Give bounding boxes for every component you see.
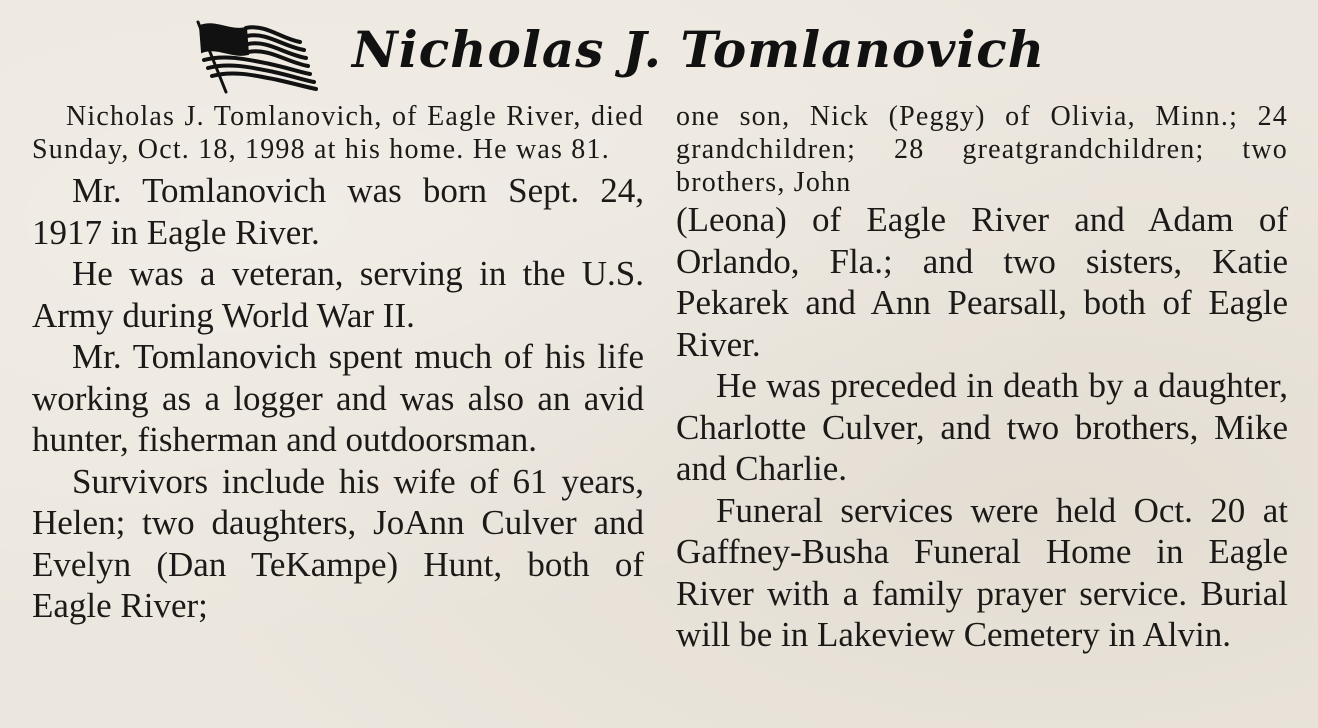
obituary-paragraph: Funeral services were held Oct. 20 at Gaffney-Busha Funeral Home in Eagle River with a family prayer service. Burial will be in Lakeview Cemetery in Alvin. <box>676 490 1288 654</box>
obituary-title: Nicholas J. Tomlanovich <box>352 20 1046 79</box>
obituary-left-column <box>32 100 644 627</box>
obituary-paragraph: Mr. Tomlanovich was born Sept. 24, 1917 in Eagle River. <box>32 171 644 252</box>
obituary-paragraph: He was preceded in death by a daughter, Charlotte Culver, and two brothers, Mike and Charlie. <box>676 366 1288 488</box>
obituary-paragraph: one son, Nick (Peggy) of Olivia, Minn.; 24 grandchildren; 28 greatgrandchildren; two brothers, John <box>676 101 1288 198</box>
obituary-paragraph: Nicholas J. Tomlanovich, of Eagle River, died Sunday, Oct. 18, 1998 at his home. He was 81. <box>32 101 644 165</box>
obituary-paragraph: Survivors include his wife of 61 years, Helen; two daughters, JoAnn Culver and Evelyn (Dan TeKampe) Hunt, both of Eagle River; <box>32 461 644 625</box>
obituary-paragraph: (Leona) of Eagle River and Adam of Orlando, Fla.; and two sisters, Katie Pekarek and Ann Pearsall, both of Eagle River. <box>676 200 1288 364</box>
obituary-right-column <box>676 100 1288 656</box>
american-flag-icon <box>196 16 320 94</box>
obituary-paragraph: He was a veteran, serving in the U.S. Army during World War II. <box>32 254 644 335</box>
obituary-paragraph: Mr. Tomlanovich spent much of his life working as a logger and was also an avid hunter, fisherman and outdoorsman. <box>32 337 644 459</box>
obituary-header <box>196 14 1156 92</box>
